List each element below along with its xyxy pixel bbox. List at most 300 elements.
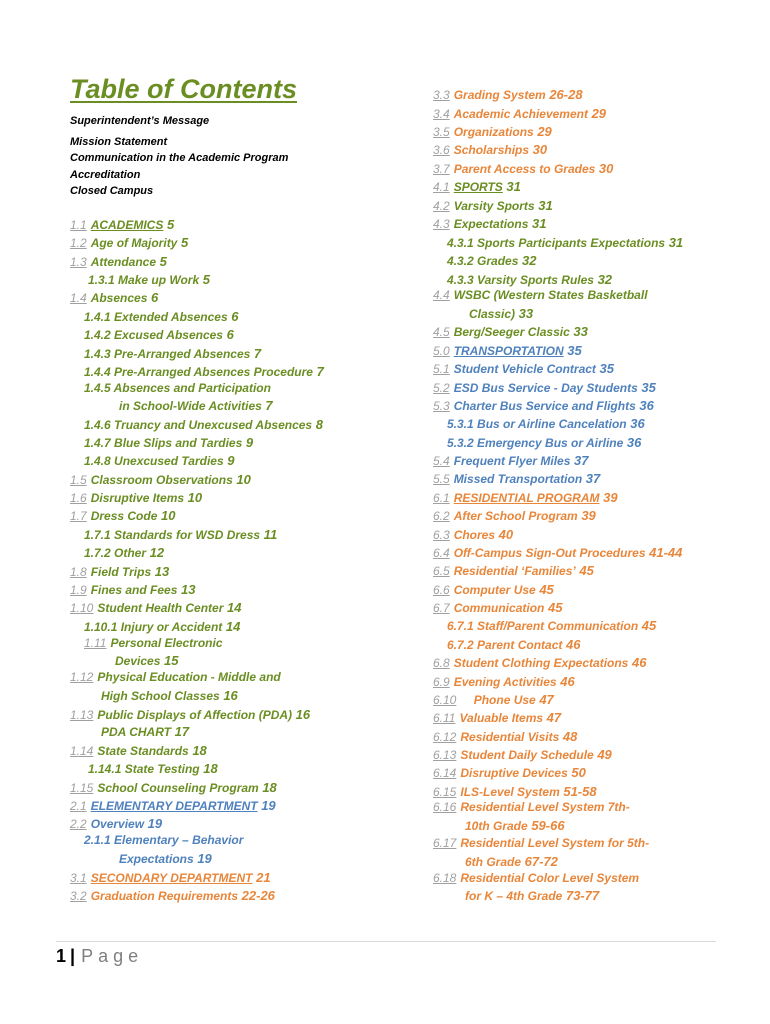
toc-entry-number[interactable]: 6.14 bbox=[433, 766, 457, 780]
toc-entry-page: 10 bbox=[232, 472, 251, 487]
toc-entry[interactable] bbox=[433, 161, 613, 177]
toc-entry[interactable] bbox=[70, 217, 174, 233]
toc-entry[interactable] bbox=[433, 471, 600, 487]
toc-entry-page: 51-58 bbox=[559, 784, 597, 799]
toc-entry[interactable] bbox=[88, 272, 210, 288]
toc-entry[interactable] bbox=[84, 636, 223, 651]
toc-entry-title[interactable]: Student Clothing Expectations bbox=[453, 656, 629, 670]
toc-entry-number[interactable]: 5.5 bbox=[433, 472, 450, 486]
toc-entry-number[interactable]: 1.7 bbox=[70, 509, 87, 523]
toc-entry[interactable] bbox=[433, 765, 586, 781]
toc-entry[interactable] bbox=[433, 288, 648, 303]
toc-entry[interactable] bbox=[70, 582, 195, 598]
toc-entry-page: 26-28 bbox=[545, 87, 583, 102]
toc-entry[interactable] bbox=[70, 798, 276, 814]
toc-entry-page: 47 bbox=[535, 692, 554, 707]
toc-entry-page: 16 bbox=[292, 707, 311, 722]
toc-entry-number[interactable]: 3.7 bbox=[433, 162, 450, 176]
toc-entry-title[interactable]: 1.7.2 Other bbox=[84, 546, 147, 560]
toc-entry-page: 32 bbox=[518, 253, 537, 268]
toc-entry[interactable] bbox=[447, 416, 645, 432]
toc-entry-page: 18 bbox=[258, 780, 277, 795]
toc-entry-title[interactable]: Fines and Fees bbox=[90, 583, 178, 597]
toc-entry-page: 11 bbox=[260, 527, 278, 542]
toc-entry[interactable] bbox=[447, 253, 536, 269]
toc-entry-title[interactable]: Residential ‘Families’ bbox=[453, 564, 576, 578]
toc-entry[interactable] bbox=[433, 563, 594, 579]
toc-entry-title[interactable]: 1.10.1 Injury or Accident bbox=[84, 620, 223, 634]
front-matter-item: Mission Statement bbox=[70, 135, 168, 148]
toc-entry-title[interactable]: Expectations bbox=[453, 217, 529, 231]
toc-entry-number[interactable]: 5.0 bbox=[433, 344, 450, 358]
toc-entry-title[interactable]: School Counseling Program bbox=[97, 781, 259, 795]
toc-entry-title[interactable]: 10th Grade bbox=[465, 819, 528, 833]
toc-entry[interactable] bbox=[433, 124, 552, 140]
toc-entry-title[interactable]: Disruptive Items bbox=[90, 491, 185, 505]
toc-entry-title[interactable]: After School Program bbox=[453, 509, 578, 523]
toc-entry-title[interactable]: Computer Use bbox=[453, 583, 536, 597]
toc-entry-page: 46 bbox=[562, 637, 581, 652]
toc-entry[interactable] bbox=[433, 216, 546, 232]
toc-entry-title[interactable]: 1.4.1 Extended Absences bbox=[84, 310, 228, 324]
toc-entry-title[interactable]: 5.3.1 Bus or Airline Cancelation bbox=[447, 417, 627, 431]
toc-entry-number[interactable]: 6.17 bbox=[433, 836, 457, 850]
toc-entry-number[interactable]: 1.13 bbox=[70, 708, 94, 722]
toc-entry-title[interactable]: RESIDENTIAL PROGRAM bbox=[453, 491, 600, 505]
toc-entry-page: 31 bbox=[502, 179, 521, 194]
toc-entry-page: 31 bbox=[534, 198, 553, 213]
toc-entry-page: 5 bbox=[163, 217, 175, 232]
toc-entry-number[interactable]: 5.4 bbox=[433, 454, 450, 468]
toc-entry[interactable] bbox=[433, 179, 521, 195]
toc-entry[interactable] bbox=[465, 888, 599, 904]
toc-entry-page: 13 bbox=[177, 582, 196, 597]
toc-entry-title[interactable]: Personal Electronic bbox=[110, 636, 223, 650]
toc-entry-title[interactable]: Absences bbox=[90, 291, 148, 305]
toc-entry-number[interactable]: 1.10 bbox=[70, 601, 94, 615]
toc-entry-page: 29 bbox=[533, 124, 552, 139]
toc-entry-title[interactable]: Berg/Seeger Classic bbox=[453, 325, 570, 339]
toc-entry-page: 18 bbox=[199, 761, 218, 776]
toc-entry[interactable] bbox=[433, 324, 588, 340]
toc-entry-page: 9 bbox=[223, 453, 235, 468]
toc-entry-number[interactable]: 6.15 bbox=[433, 785, 457, 799]
toc-entry[interactable] bbox=[433, 836, 649, 851]
toc-entry-number[interactable]: 6.16 bbox=[433, 800, 457, 814]
toc-entry[interactable] bbox=[70, 564, 169, 580]
toc-entry-number[interactable]: 1.12 bbox=[70, 670, 94, 684]
toc-entry[interactable] bbox=[101, 688, 238, 704]
toc-entry-title[interactable]: 5.3.2 Emergency Bus or Airline bbox=[447, 436, 624, 450]
toc-entry-title[interactable]: SPORTS bbox=[453, 180, 503, 194]
toc-entry-page: 29 bbox=[587, 106, 607, 121]
toc-entry-page: 6 bbox=[222, 327, 234, 342]
toc-entry-title[interactable]: Overview bbox=[90, 817, 145, 831]
toc-entry[interactable] bbox=[433, 800, 630, 815]
toc-entry[interactable] bbox=[84, 833, 243, 848]
toc-entry-title[interactable]: 1.4.7 Blue Slips and Tardies bbox=[84, 436, 243, 450]
toc-entry[interactable] bbox=[70, 707, 310, 723]
toc-entry[interactable] bbox=[433, 361, 614, 377]
toc-entry-number[interactable]: 6.3 bbox=[433, 528, 450, 542]
toc-entry-page: 7 bbox=[312, 364, 324, 379]
toc-entry[interactable] bbox=[433, 747, 612, 763]
toc-entry[interactable] bbox=[84, 309, 238, 325]
toc-entry-title[interactable]: Student Health Center bbox=[97, 601, 224, 615]
toc-entry-title[interactable]: 1.4.6 Truancy and Unexcused Absences bbox=[84, 418, 313, 432]
toc-entry-title[interactable]: Residential Visits bbox=[460, 730, 560, 744]
toc-entry-title[interactable]: Dress Code bbox=[90, 509, 158, 523]
toc-entry-page: 12 bbox=[146, 545, 165, 560]
toc-entry-title[interactable]: 1.4.3 Pre-Arranged Absences bbox=[84, 347, 251, 361]
toc-entry-page: 31 bbox=[528, 216, 547, 231]
toc-entry-page: 15 bbox=[160, 653, 179, 668]
toc-entry-page: 45 bbox=[638, 618, 657, 633]
toc-entry-number[interactable]: 3.6 bbox=[433, 143, 450, 157]
toc-entry-title[interactable]: Student Daily Schedule bbox=[460, 748, 594, 762]
toc-entry-title[interactable]: ELEMENTARY DEPARTMENT bbox=[90, 799, 258, 813]
toc-entry-page: 46 bbox=[628, 655, 647, 670]
toc-entry-number[interactable]: 1.2 bbox=[70, 236, 87, 250]
toc-entry-number[interactable]: 4.1 bbox=[433, 180, 450, 194]
toc-entry[interactable] bbox=[433, 106, 606, 122]
toc-entry-title[interactable]: Evening Activities bbox=[453, 675, 557, 689]
toc-entry[interactable] bbox=[84, 346, 261, 362]
toc-entry-page: 73-77 bbox=[562, 888, 600, 903]
toc-entry-page: 30 bbox=[595, 161, 614, 176]
toc-entry-title[interactable]: Physical Education - Middle and bbox=[97, 670, 281, 684]
toc-entry-page: 32 bbox=[593, 272, 613, 287]
page-footer bbox=[56, 946, 143, 967]
toc-entry[interactable] bbox=[84, 417, 323, 433]
toc-entry[interactable] bbox=[433, 655, 646, 671]
toc-entry[interactable] bbox=[84, 619, 240, 635]
toc-entry[interactable] bbox=[465, 818, 565, 834]
toc-entry-page: 21 bbox=[252, 870, 271, 885]
toc-entry-page: 59-66 bbox=[527, 818, 565, 833]
toc-entry[interactable] bbox=[433, 142, 547, 158]
toc-entry-page: 10 bbox=[184, 490, 203, 505]
toc-entry[interactable] bbox=[433, 87, 583, 103]
toc-entry-title[interactable]: ILS-Level System bbox=[460, 785, 560, 799]
toc-entry[interactable] bbox=[70, 816, 162, 832]
toc-entry-title[interactable]: Student Vehicle Contract bbox=[453, 362, 596, 376]
toc-entry-page: 36 bbox=[623, 435, 642, 450]
toc-entry-page: 47 bbox=[543, 710, 562, 725]
toc-entry[interactable] bbox=[88, 761, 218, 777]
toc-entry-page: 35 bbox=[637, 380, 656, 395]
toc-entry-title[interactable]: Age of Majority bbox=[90, 236, 178, 250]
toc-entry[interactable] bbox=[84, 381, 271, 396]
toc-entry-page: 37 bbox=[570, 453, 589, 468]
toc-entry-page: 5 bbox=[199, 272, 210, 287]
toc-entry-page: 18 bbox=[188, 743, 207, 758]
toc-entry-title[interactable]: Organizations bbox=[453, 125, 534, 139]
toc-entry-page: 37 bbox=[582, 471, 601, 486]
toc-entry-page: 5 bbox=[156, 254, 167, 269]
toc-entry[interactable] bbox=[84, 327, 234, 343]
toc-entry-title[interactable]: Residential Level System 7th- bbox=[460, 800, 630, 814]
toc-entry[interactable] bbox=[84, 435, 253, 451]
toc-entry-title[interactable]: 4.3.2 Grades bbox=[447, 254, 519, 268]
toc-entry-title[interactable]: 1.3.1 Make up Work bbox=[88, 273, 200, 287]
page-label: Page bbox=[81, 946, 144, 966]
toc-entry-page: 7 bbox=[250, 346, 262, 361]
toc-entry-page: 5 bbox=[177, 235, 189, 250]
toc-entry[interactable] bbox=[469, 306, 533, 322]
toc-entry[interactable] bbox=[433, 784, 597, 800]
toc-entry-number[interactable]: 5.2 bbox=[433, 381, 450, 395]
toc-entry-title[interactable]: 6.7.2 Parent Contact bbox=[447, 638, 563, 652]
toc-entry-title[interactable]: Parent Access to Grades bbox=[453, 162, 596, 176]
toc-entry[interactable] bbox=[433, 545, 682, 561]
toc-entry-page: 46 bbox=[556, 674, 575, 689]
toc-entry-number[interactable]: 1.9 bbox=[70, 583, 87, 597]
toc-entry-page: 36 bbox=[635, 398, 654, 413]
toc-entry[interactable] bbox=[70, 235, 188, 251]
toc-entry-page: 19 bbox=[257, 798, 276, 813]
toc-entry[interactable] bbox=[433, 380, 656, 396]
toc-entry-page: 35 bbox=[595, 361, 615, 376]
toc-entry-title[interactable]: 4.3.1 Sports Participants Expectations bbox=[447, 236, 666, 250]
toc-entry-page: 45 bbox=[575, 563, 594, 578]
toc-entry[interactable] bbox=[70, 472, 251, 488]
toc-entry-title[interactable]: 1.4.4 Pre-Arranged Absences Procedure bbox=[84, 365, 313, 379]
toc-entry-title[interactable]: SECONDARY DEPARTMENT bbox=[90, 871, 253, 885]
toc-entry-number[interactable]: 6.8 bbox=[433, 656, 450, 670]
toc-entry-page: 45 bbox=[544, 600, 563, 615]
toc-entry[interactable] bbox=[70, 508, 175, 524]
toc-entry[interactable] bbox=[84, 364, 324, 380]
toc-entry-number[interactable]: 4.4 bbox=[433, 288, 450, 302]
front-matter-item: Communication in the Academic Program bbox=[70, 152, 289, 164]
toc-entry[interactable] bbox=[433, 343, 582, 359]
toc-entry-page: 35 bbox=[563, 343, 582, 358]
toc-entry[interactable] bbox=[70, 254, 167, 270]
toc-entry-title[interactable]: 6th Grade bbox=[465, 855, 522, 869]
toc-entry[interactable] bbox=[84, 527, 277, 543]
toc-entry-number[interactable]: 3.5 bbox=[433, 125, 450, 139]
toc-entry-title[interactable]: Valuable Items bbox=[459, 711, 544, 725]
toc-entry-title[interactable]: Missed Transportation bbox=[453, 472, 583, 486]
toc-entry-title[interactable]: 1.4.8 Unexcused Tardies bbox=[84, 454, 224, 468]
toc-entry-page: 14 bbox=[223, 600, 242, 615]
front-matter-item: Superintendent’s Message bbox=[70, 115, 210, 127]
toc-entry-page: 19 bbox=[193, 851, 212, 866]
toc-entry-page: 67-72 bbox=[521, 854, 558, 869]
toc-entry-number[interactable]: 6.7 bbox=[433, 601, 450, 615]
toc-entry-title[interactable]: Communication bbox=[453, 601, 545, 615]
toc-entry-title[interactable]: Charter Bus Service and Flights bbox=[453, 399, 636, 413]
toc-entry[interactable] bbox=[101, 724, 189, 740]
toc-entry-number[interactable]: 3.3 bbox=[433, 88, 450, 102]
toc-entry-page: 33 bbox=[569, 324, 588, 339]
toc-entry-title[interactable]: TRANSPORTATION bbox=[453, 344, 564, 358]
front-matter-item: Closed Campus bbox=[70, 185, 154, 197]
toc-entry[interactable] bbox=[433, 398, 654, 414]
toc-entry-number[interactable]: 3.1 bbox=[70, 871, 87, 885]
toc-entry[interactable] bbox=[433, 674, 575, 690]
toc-entry-title[interactable]: Expectations bbox=[119, 852, 194, 866]
toc-entry-page: 22-26 bbox=[238, 888, 275, 903]
toc-entry-number[interactable]: 6.9 bbox=[433, 675, 450, 689]
toc-entry[interactable] bbox=[433, 710, 561, 726]
toc-entry-title[interactable]: Public Displays of Affection (PDA) bbox=[97, 708, 293, 722]
toc-entry-title[interactable]: State Standards bbox=[97, 744, 189, 758]
toc-entry-title[interactable]: Frequent Flyer Miles bbox=[453, 454, 571, 468]
toc-entry[interactable] bbox=[433, 600, 562, 616]
toc-entry-number[interactable]: 3.2 bbox=[70, 889, 87, 903]
toc-entry-number[interactable]: 1.11 bbox=[84, 636, 107, 650]
toc-entry[interactable] bbox=[433, 508, 596, 524]
toc-entry-number[interactable]: 2.1 bbox=[70, 799, 87, 813]
toc-entry-page: 48 bbox=[559, 729, 578, 744]
toc-entry-title[interactable]: Graduation Requirements bbox=[90, 889, 239, 903]
toc-entry-title[interactable]: ESD Bus Service - Day Students bbox=[453, 381, 638, 395]
toc-entry[interactable] bbox=[70, 670, 281, 685]
toc-entry-page: 33 bbox=[515, 306, 534, 321]
toc-entry-number[interactable]: 4.2 bbox=[433, 199, 450, 213]
toc-entry-title[interactable]: Residential Color Level System bbox=[460, 871, 640, 885]
page-number: 1 bbox=[56, 946, 67, 966]
toc-entry[interactable] bbox=[84, 545, 164, 561]
toc-entry-page: 30 bbox=[529, 142, 548, 157]
toc-entry[interactable] bbox=[447, 618, 656, 634]
toc-entry[interactable] bbox=[433, 453, 588, 469]
toc-entry-title[interactable]: 1.14.1 State Testing bbox=[88, 762, 200, 776]
toc-entry-number[interactable]: 6.12 bbox=[433, 730, 457, 744]
toc-entry-title[interactable]: PDA CHART bbox=[101, 725, 172, 739]
toc-entry-title[interactable]: Varsity Sports bbox=[453, 199, 535, 213]
toc-entry-title[interactable]: Disruptive Devices bbox=[460, 766, 568, 780]
toc-entry-page: 9 bbox=[242, 435, 254, 450]
toc-entry[interactable] bbox=[115, 653, 178, 669]
toc-entry[interactable] bbox=[433, 582, 554, 598]
toc-entry-number[interactable]: 6.5 bbox=[433, 564, 450, 578]
toc-entry-number[interactable]: 5.1 bbox=[433, 362, 450, 376]
toc-entry-title[interactable]: Classroom Observations bbox=[90, 473, 233, 487]
toc-entry-title[interactable]: for K – 4th Grade bbox=[465, 889, 563, 903]
toc-entry-title[interactable]: ACADEMICS bbox=[90, 218, 164, 232]
toc-entry[interactable] bbox=[119, 398, 273, 414]
toc-entry-number[interactable]: 2.2 bbox=[70, 817, 87, 831]
toc-entry[interactable] bbox=[70, 600, 241, 616]
toc-entry-title[interactable]: Classic) bbox=[469, 307, 516, 321]
toc-entry-number[interactable]: 6.2 bbox=[433, 509, 450, 523]
toc-entry-number[interactable]: 1.6 bbox=[70, 491, 87, 505]
toc-entry-number[interactable]: 4.5 bbox=[433, 325, 450, 339]
toc-entry-title[interactable]: Attendance bbox=[90, 255, 157, 269]
toc-entry-number[interactable]: 1.5 bbox=[70, 473, 87, 487]
toc-entry[interactable] bbox=[447, 272, 612, 288]
toc-entry-page: 31 bbox=[665, 235, 684, 250]
toc-entry-title[interactable]: Grading System bbox=[453, 88, 546, 102]
toc-entry-number[interactable]: 6.6 bbox=[433, 583, 450, 597]
toc-entry[interactable] bbox=[70, 743, 207, 759]
toc-entry-number[interactable]: 1.8 bbox=[70, 565, 87, 579]
toc-entry[interactable] bbox=[84, 453, 234, 469]
toc-entry[interactable] bbox=[447, 435, 641, 451]
toc-entry-page: 36 bbox=[626, 416, 645, 431]
toc-entry[interactable] bbox=[433, 198, 553, 214]
toc-entry-page: 19 bbox=[144, 816, 163, 831]
toc-entry-number[interactable]: 1.15 bbox=[70, 781, 94, 795]
toc-entry-title[interactable]: 4.3.3 Varsity Sports Rules bbox=[447, 273, 594, 287]
toc-entry-title[interactable]: 6.7.1 Staff/Parent Communication bbox=[447, 619, 639, 633]
toc-entry-page: 45 bbox=[535, 582, 554, 597]
toc-entry[interactable] bbox=[433, 871, 639, 886]
toc-entry[interactable] bbox=[119, 851, 212, 867]
toc-entry-number[interactable]: 1.1 bbox=[70, 218, 87, 232]
toc-entry-title[interactable]: High School Classes bbox=[101, 689, 220, 703]
toc-entry-page: 41-44 bbox=[645, 545, 683, 560]
toc-entry-title[interactable]: Phone Use bbox=[460, 693, 536, 707]
front-matter-list bbox=[70, 113, 288, 200]
toc-entry-title[interactable]: 1.4.5 Absences and Participation bbox=[84, 381, 271, 395]
page-title: Table of Contents bbox=[70, 74, 297, 104]
toc-entry-title[interactable]: 1.4.2 Excused Absences bbox=[84, 328, 223, 342]
toc-entry[interactable] bbox=[447, 235, 683, 251]
toc-entry-number[interactable]: 3.4 bbox=[433, 107, 450, 121]
toc-entry[interactable] bbox=[465, 854, 558, 870]
toc-entry-page: 50 bbox=[567, 765, 586, 780]
toc-entry-page: 8 bbox=[312, 417, 323, 432]
toc-entry-title[interactable]: Residential Level System for 5th- bbox=[460, 836, 650, 850]
toc-entry-number[interactable]: 1.3 bbox=[70, 255, 87, 269]
toc-entry[interactable] bbox=[70, 290, 158, 306]
toc-entry-number[interactable]: 6.4 bbox=[433, 546, 450, 560]
toc-entry-title[interactable]: Scholarships bbox=[453, 143, 530, 157]
toc-entry[interactable] bbox=[70, 888, 275, 904]
toc-entry[interactable] bbox=[433, 692, 554, 708]
toc-entry-title[interactable]: Field Trips bbox=[90, 565, 152, 579]
toc-entry-number[interactable]: 1.4 bbox=[70, 291, 87, 305]
toc-entry-number[interactable]: 6.1 bbox=[433, 491, 450, 505]
toc-entry-title[interactable]: 1.7.1 Standards for WSD Dress bbox=[84, 528, 261, 542]
toc-entry-page: 6 bbox=[147, 290, 159, 305]
toc-entry-title[interactable]: in School-Wide Activities bbox=[119, 399, 262, 413]
toc-entry-page: 39 bbox=[577, 508, 596, 523]
toc-entry-number[interactable]: 6.10 bbox=[433, 693, 457, 707]
toc-entry[interactable] bbox=[433, 729, 577, 745]
toc-entry[interactable] bbox=[70, 870, 271, 886]
toc-entry-title[interactable]: 2.1.1 Elementary – Behavior bbox=[84, 833, 244, 847]
toc-entry[interactable] bbox=[433, 527, 513, 543]
toc-entry-number[interactable]: 5.3 bbox=[433, 399, 450, 413]
toc-entry-title[interactable]: Academic Achievement bbox=[453, 107, 588, 121]
toc-entry-title[interactable]: Chores bbox=[453, 528, 496, 542]
toc-entry-page: 7 bbox=[261, 398, 273, 413]
toc-entry-number[interactable]: 6.13 bbox=[433, 748, 457, 762]
toc-entry[interactable] bbox=[447, 637, 580, 653]
front-matter-item: Accreditation bbox=[70, 168, 141, 181]
toc-entry-page: 13 bbox=[151, 564, 170, 579]
toc-entry[interactable] bbox=[70, 490, 202, 506]
toc-entry-page: 39 bbox=[599, 490, 618, 505]
toc-entry-title[interactable]: WSBC (Western States Basketball bbox=[453, 288, 648, 302]
toc-entry-page: 40 bbox=[495, 527, 514, 542]
toc-entry[interactable] bbox=[70, 780, 277, 796]
toc-entry-number[interactable]: 6.11 bbox=[433, 711, 456, 725]
toc-entry-page: 16 bbox=[219, 688, 238, 703]
toc-entry-title[interactable]: Devices bbox=[115, 654, 161, 668]
toc-entry-title[interactable]: Off-Campus Sign-Out Procedures bbox=[453, 546, 646, 560]
toc-entry-number[interactable]: 6.18 bbox=[433, 871, 457, 885]
toc-entry-page: 14 bbox=[222, 619, 241, 634]
toc-entry-number[interactable]: 4.3 bbox=[433, 217, 450, 231]
toc-entry[interactable] bbox=[433, 490, 618, 506]
toc-entry-number[interactable]: 1.14 bbox=[70, 744, 94, 758]
